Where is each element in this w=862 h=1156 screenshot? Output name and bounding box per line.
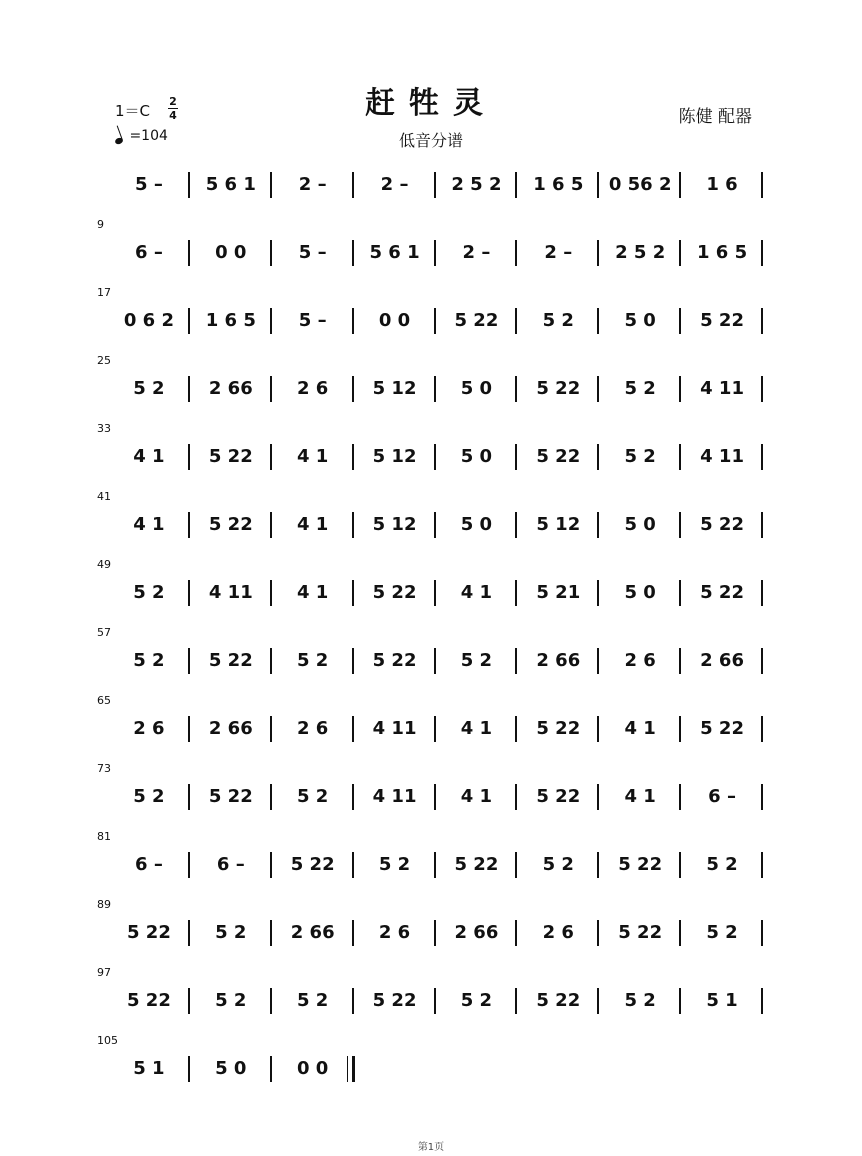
- measure: 4 1: [297, 513, 329, 535]
- barline: [761, 444, 763, 470]
- barline: [270, 172, 272, 198]
- measure: 4 1: [297, 445, 329, 467]
- barline: [597, 580, 599, 606]
- barline: [352, 716, 354, 742]
- barline: [597, 988, 599, 1014]
- measure: 5 22: [208, 785, 253, 807]
- barline: [434, 716, 436, 742]
- score-system: [0, 218, 862, 286]
- measure: 5 22: [127, 989, 171, 1011]
- barline: [188, 376, 190, 402]
- score-system: [0, 898, 862, 966]
- measure: 5 2: [624, 989, 656, 1011]
- measure: 4 1: [133, 513, 165, 535]
- measure: 5 1: [133, 1057, 165, 1079]
- measure: 5 22: [127, 921, 171, 943]
- measure: 2 –: [380, 173, 409, 195]
- measure-number: 9: [97, 218, 104, 231]
- key-signature: 1＝C: [115, 102, 151, 120]
- barline: [679, 444, 681, 470]
- barline: [352, 240, 354, 266]
- score-system: [0, 1034, 862, 1102]
- barline: [270, 988, 272, 1014]
- barline: [188, 716, 190, 742]
- barline: [434, 920, 436, 946]
- measure: 2 5 2: [451, 173, 502, 195]
- measure: 5 12: [536, 513, 581, 535]
- measure: 5 22: [372, 649, 417, 671]
- measure: 5 6 1: [205, 173, 256, 195]
- barline: [270, 580, 272, 606]
- measure: 2 66: [208, 717, 253, 739]
- measure: 4 1: [297, 581, 329, 603]
- barline: [270, 784, 272, 810]
- measure: 5 22: [536, 989, 581, 1011]
- score-system: [0, 490, 862, 558]
- barline: [515, 920, 517, 946]
- barline: [761, 852, 763, 878]
- barline: [597, 376, 599, 402]
- score-system: [0, 694, 862, 762]
- barline: [188, 1056, 190, 1082]
- barline: [597, 444, 599, 470]
- barline: [270, 308, 272, 334]
- barline: [597, 648, 599, 674]
- barline: [352, 580, 354, 606]
- barline: [270, 852, 272, 878]
- measure: 2 6: [297, 377, 329, 399]
- measure-number: 97: [97, 966, 111, 979]
- barline: [434, 444, 436, 470]
- barline: [515, 308, 517, 334]
- barline: [761, 172, 763, 198]
- barline: [761, 920, 763, 946]
- barline: [434, 308, 436, 334]
- measure: 1 6 5: [697, 241, 748, 263]
- score-system: [0, 286, 862, 354]
- barline: [352, 784, 354, 810]
- measure: 5 2: [133, 649, 165, 671]
- measure: 5 2: [706, 921, 738, 943]
- measure: 4 11: [372, 785, 417, 807]
- barline: [434, 988, 436, 1014]
- barline: [188, 648, 190, 674]
- barline: [597, 512, 599, 538]
- measure: 5 12: [372, 513, 417, 535]
- measure: 5 0: [624, 513, 656, 535]
- measure: 6 –: [216, 853, 245, 875]
- score-system: [0, 354, 862, 422]
- measure-number: 65: [97, 694, 111, 707]
- measure: 5 0: [460, 377, 493, 399]
- measure: 5 6 1: [369, 241, 420, 263]
- measure: 2 6: [624, 649, 656, 671]
- score-system: [0, 830, 862, 898]
- measure: 2 6: [542, 921, 574, 943]
- barline: [679, 376, 681, 402]
- barline: [761, 512, 763, 538]
- barline: [761, 240, 763, 266]
- measure: 2 6: [297, 717, 329, 739]
- barline: [188, 580, 190, 606]
- measure: 5 2: [706, 853, 738, 875]
- barline: [188, 444, 190, 470]
- meter-top: 2: [169, 95, 177, 108]
- measure: 5 0: [624, 309, 656, 331]
- barline: [188, 172, 190, 198]
- measure: 2 66: [208, 377, 253, 399]
- barline: [434, 648, 436, 674]
- barline: [188, 240, 190, 266]
- page-title: 赶牲灵: [365, 86, 497, 121]
- measure: 0 56 2: [608, 173, 672, 195]
- barline: [270, 1056, 272, 1082]
- measure: 4 1: [460, 581, 493, 603]
- measure: 5 22: [290, 853, 335, 875]
- barline: [352, 172, 354, 198]
- barline: [761, 988, 763, 1014]
- measure: 2 6: [378, 921, 411, 943]
- measure: 5 2: [542, 853, 574, 875]
- measure: 5 22: [700, 513, 744, 535]
- barline: [352, 444, 354, 470]
- barline: [761, 580, 763, 606]
- barline: [679, 512, 681, 538]
- barline: [270, 648, 272, 674]
- measure: 5 22: [372, 581, 417, 603]
- measure-number: 89: [97, 898, 111, 911]
- tempo-marking: [115, 128, 168, 144]
- measure: 6 –: [708, 785, 736, 807]
- measure: 5 2: [297, 785, 329, 807]
- measure: 5 0: [460, 513, 493, 535]
- measure: 5 2: [133, 581, 165, 603]
- measure: 6 –: [135, 241, 163, 263]
- barline: [434, 580, 436, 606]
- barline: [597, 716, 599, 742]
- measure-number: 33: [97, 422, 111, 435]
- barline: [761, 784, 763, 810]
- measure: 2 –: [462, 241, 491, 263]
- measure: 4 1: [460, 717, 493, 739]
- measure: 5 2: [460, 989, 493, 1011]
- part-subtitle: 低音分谱: [398, 131, 463, 150]
- measure: 1 6: [706, 173, 738, 195]
- barline: [679, 648, 681, 674]
- barline: [679, 988, 681, 1014]
- barline: [679, 852, 681, 878]
- measure: 5 –: [135, 173, 163, 195]
- measure: 1 6 5: [533, 173, 584, 195]
- measure: 4 1: [133, 445, 165, 467]
- barline: [679, 784, 681, 810]
- measure: 0 6 2: [123, 309, 174, 331]
- meter-bottom: 4: [169, 109, 177, 122]
- barline: [515, 648, 517, 674]
- arranger-credit: 陈健 配器: [678, 107, 752, 127]
- measure: 5 12: [372, 377, 417, 399]
- measure-number: 105: [97, 1034, 118, 1047]
- measure: 5 0: [460, 445, 493, 467]
- measure: 4 11: [700, 377, 744, 399]
- measure: 5 22: [208, 513, 253, 535]
- measure: 5 22: [618, 921, 663, 943]
- measure: 2 6: [133, 717, 165, 739]
- measure: 5 2: [133, 377, 165, 399]
- barline: [515, 716, 517, 742]
- barline: [434, 512, 436, 538]
- barline: [515, 988, 517, 1014]
- measure: 4 11: [208, 581, 253, 603]
- barline: [515, 784, 517, 810]
- barline: [434, 172, 436, 198]
- barline: [679, 580, 681, 606]
- measure: 5 12: [372, 445, 417, 467]
- barline: [352, 920, 354, 946]
- measure: 1 6 5: [205, 309, 256, 331]
- barline: [761, 716, 763, 742]
- measure: 5 –: [298, 309, 327, 331]
- measure: 5 –: [298, 241, 327, 263]
- final-barline-thin: [347, 1056, 348, 1082]
- measure: 4 11: [700, 445, 744, 467]
- measure: 4 1: [624, 785, 656, 807]
- barline: [597, 240, 599, 266]
- measure: 5 22: [372, 989, 417, 1011]
- barline: [352, 988, 354, 1014]
- barline: [597, 308, 599, 334]
- quarter-note-icon: [114, 137, 124, 145]
- barline: [515, 240, 517, 266]
- measure-number: 17: [97, 286, 111, 299]
- measure-number: 57: [97, 626, 111, 639]
- measure: 6 –: [135, 853, 163, 875]
- barline: [352, 308, 354, 334]
- barline: [270, 240, 272, 266]
- barline: [597, 172, 599, 198]
- measure: 0 0: [215, 241, 247, 263]
- measure: 0 0: [378, 309, 411, 331]
- time-signature: [168, 96, 178, 121]
- score-system: [0, 762, 862, 830]
- measure-number: 41: [97, 490, 111, 503]
- barline: [434, 784, 436, 810]
- measure: 5 22: [208, 445, 253, 467]
- barline: [679, 920, 681, 946]
- measure: 5 2: [215, 989, 247, 1011]
- barline: [188, 920, 190, 946]
- measure: 2 66: [536, 649, 581, 671]
- measure: 5 2: [297, 989, 329, 1011]
- measure: 5 22: [700, 581, 744, 603]
- barline: [270, 444, 272, 470]
- score-system: [0, 626, 862, 694]
- measure: 5 2: [624, 377, 656, 399]
- barline: [761, 376, 763, 402]
- barline: [188, 784, 190, 810]
- measure: 2 66: [454, 921, 499, 943]
- measure: 2 –: [544, 241, 573, 263]
- barline: [270, 920, 272, 946]
- barline: [679, 716, 681, 742]
- barline: [188, 988, 190, 1014]
- barline: [515, 852, 517, 878]
- measure: 2 66: [700, 649, 744, 671]
- barline: [352, 512, 354, 538]
- barline: [188, 308, 190, 334]
- measure: 2 –: [298, 173, 327, 195]
- page-footer: 第1页: [417, 1142, 445, 1153]
- barline: [352, 648, 354, 674]
- measure: 5 2: [542, 309, 574, 331]
- barline: [352, 852, 354, 878]
- measure-number: 49: [97, 558, 111, 571]
- measure: 2 66: [290, 921, 335, 943]
- barline: [761, 308, 763, 334]
- measure: 5 2: [133, 785, 165, 807]
- barline: [679, 172, 681, 198]
- barline: [270, 512, 272, 538]
- barline: [515, 444, 517, 470]
- score-system: [0, 150, 862, 218]
- barline: [434, 852, 436, 878]
- measure: 5 2: [297, 649, 329, 671]
- barline: [188, 512, 190, 538]
- measure: 2 5 2: [615, 241, 666, 263]
- measure: 4 1: [460, 785, 493, 807]
- measure: 5 22: [454, 309, 499, 331]
- barline: [597, 852, 599, 878]
- measure: 5 22: [536, 717, 581, 739]
- barline: [434, 376, 436, 402]
- measure: 5 22: [536, 445, 581, 467]
- barline: [352, 1056, 355, 1082]
- measure: 5 22: [536, 785, 581, 807]
- barline: [515, 172, 517, 198]
- barline: [597, 784, 599, 810]
- measure: 5 22: [700, 717, 744, 739]
- measure: 5 0: [624, 581, 656, 603]
- measure: 4 11: [372, 717, 417, 739]
- score-system: [0, 966, 862, 1034]
- measure: 5 22: [536, 377, 581, 399]
- measure: 5 22: [208, 649, 253, 671]
- measure: 5 2: [378, 853, 411, 875]
- measure: 5 2: [460, 649, 493, 671]
- barline: [515, 376, 517, 402]
- barline: [270, 376, 272, 402]
- barline: [188, 852, 190, 878]
- barline: [434, 240, 436, 266]
- measure: 5 22: [454, 853, 499, 875]
- barline: [515, 512, 517, 538]
- score-system: [0, 558, 862, 626]
- barline: [597, 920, 599, 946]
- barline: [270, 716, 272, 742]
- measure: 5 22: [700, 309, 744, 331]
- measure: 5 2: [624, 445, 656, 467]
- measure: 5 21: [536, 581, 581, 603]
- measure-number: 81: [97, 830, 111, 843]
- measure-number: 25: [97, 354, 111, 367]
- barline: [761, 648, 763, 674]
- measure: 5 22: [618, 853, 663, 875]
- barline: [515, 580, 517, 606]
- measure: 5 0: [215, 1057, 247, 1079]
- tempo-value: =104: [129, 128, 168, 144]
- measure: 0 0: [297, 1057, 329, 1079]
- barline: [679, 308, 681, 334]
- measure: 5 1: [706, 989, 738, 1011]
- measure-number: 73: [97, 762, 111, 775]
- barline: [679, 240, 681, 266]
- measure: 4 1: [624, 717, 656, 739]
- score-system: [0, 422, 862, 490]
- barline: [352, 376, 354, 402]
- measure: 5 2: [215, 921, 247, 943]
